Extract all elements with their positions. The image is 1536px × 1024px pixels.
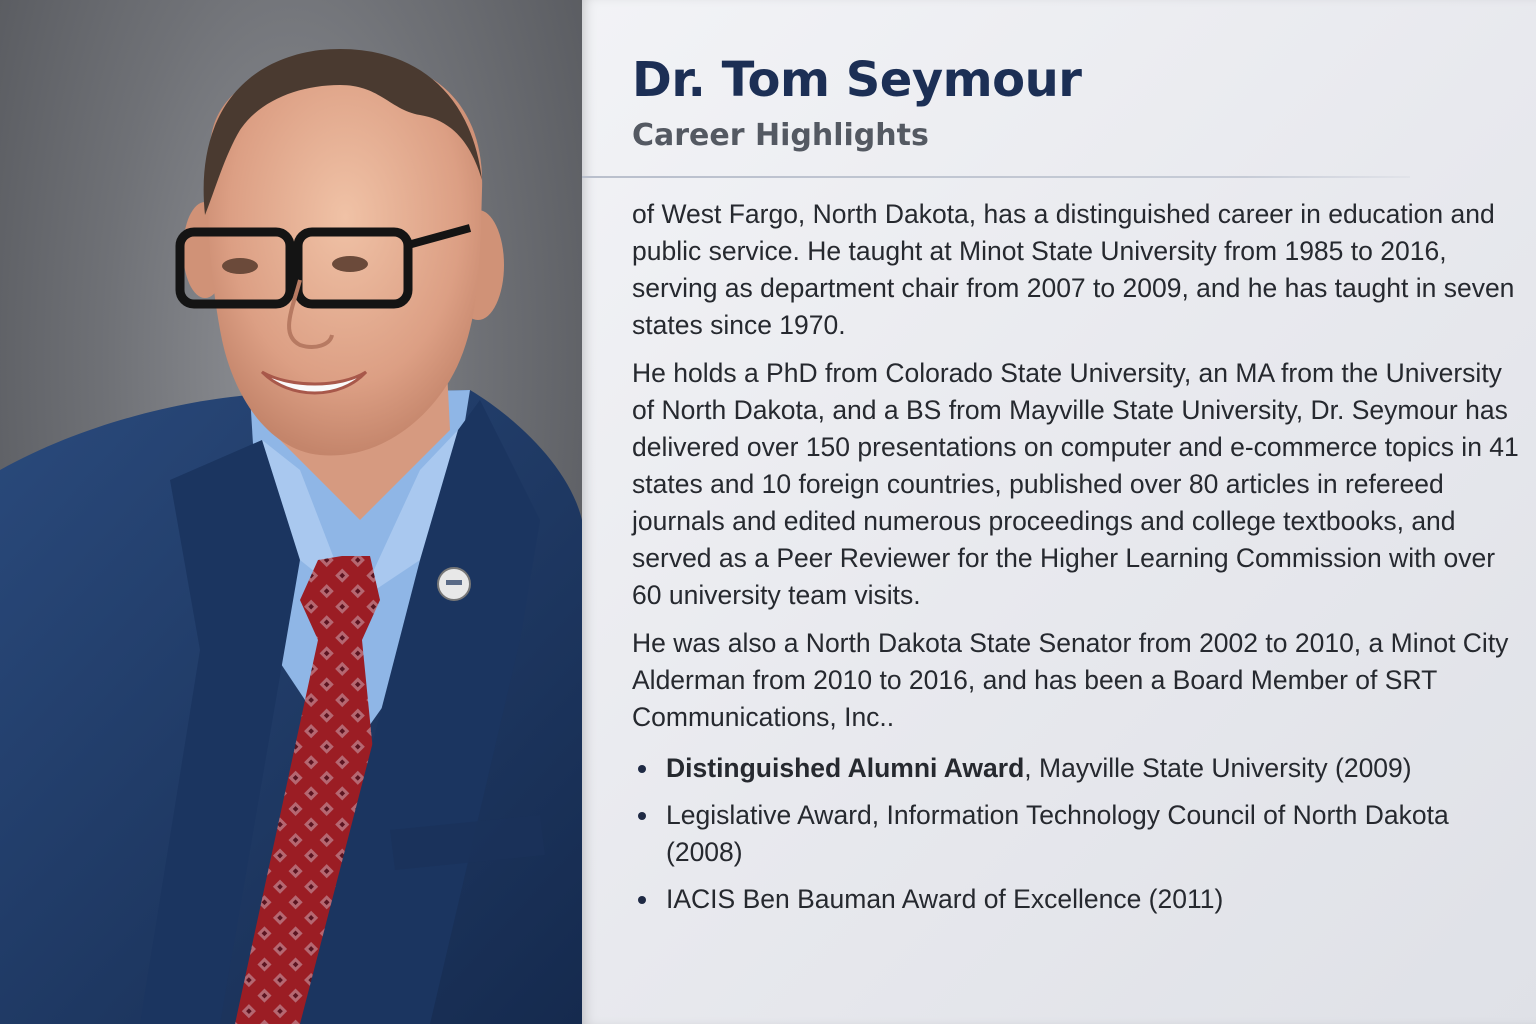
- career-highlights-panel: [582, 0, 1536, 1024]
- bullet-icon: [638, 765, 646, 773]
- bio-paragraph-public-service: He was also a North Dakota State Senator from 2002 to 2010, a Minot City Alderman from 2010 to 2016, and has been a Board Member of SRT Communications, Inc..: [632, 628, 1509, 732]
- list-item: [632, 797, 1522, 871]
- bullet-icon: [638, 812, 646, 820]
- awards-list: [632, 750, 1522, 918]
- list-item: [632, 750, 1522, 787]
- section-subtitle: Career Highlights: [632, 118, 929, 153]
- biography-body: [632, 196, 1522, 928]
- bullet-icon: [638, 896, 646, 904]
- portrait-photo: [0, 0, 582, 1024]
- list-item: [632, 881, 1522, 918]
- award-detail: (2011): [1141, 884, 1224, 914]
- award-title: Distinguished Alumni Award: [666, 753, 1025, 783]
- bio-paragraph-education: He holds a PhD from Colorado State University, an MA from the University of North Dakota, and a BS from Mayville State University, Dr. Seymour has delivered over 150 presentations on computer and e-commerce topics in 41 states and 10 foreign countries, published over 80 articles in refereed journals and edited numerous proceedings and college textbooks, and served as a Peer Reviewer for the Higher Learning Commission with over 60 university team visits.: [632, 358, 1519, 610]
- award-detail: , Mayville State University (2009): [1024, 753, 1412, 783]
- person-name: Dr. Tom Seymour: [632, 52, 1082, 108]
- portrait-illustration: [0, 0, 582, 1024]
- award-detail: , Information Technology Council of North Dakota (2008): [666, 800, 1449, 867]
- award-title: IACIS Ben Bauman Award of Excellence: [666, 884, 1142, 914]
- award-title: Legislative Award: [666, 800, 872, 830]
- bio-paragraph-career: of West Fargo, North Dakota, has a distinguished career in education and public service. He taught at Minot State University from 1985 to 2016, serving as department chair from 2007 to 2009, and he has taught in seven states since 1970.: [632, 199, 1515, 340]
- header-divider: [582, 176, 1410, 178]
